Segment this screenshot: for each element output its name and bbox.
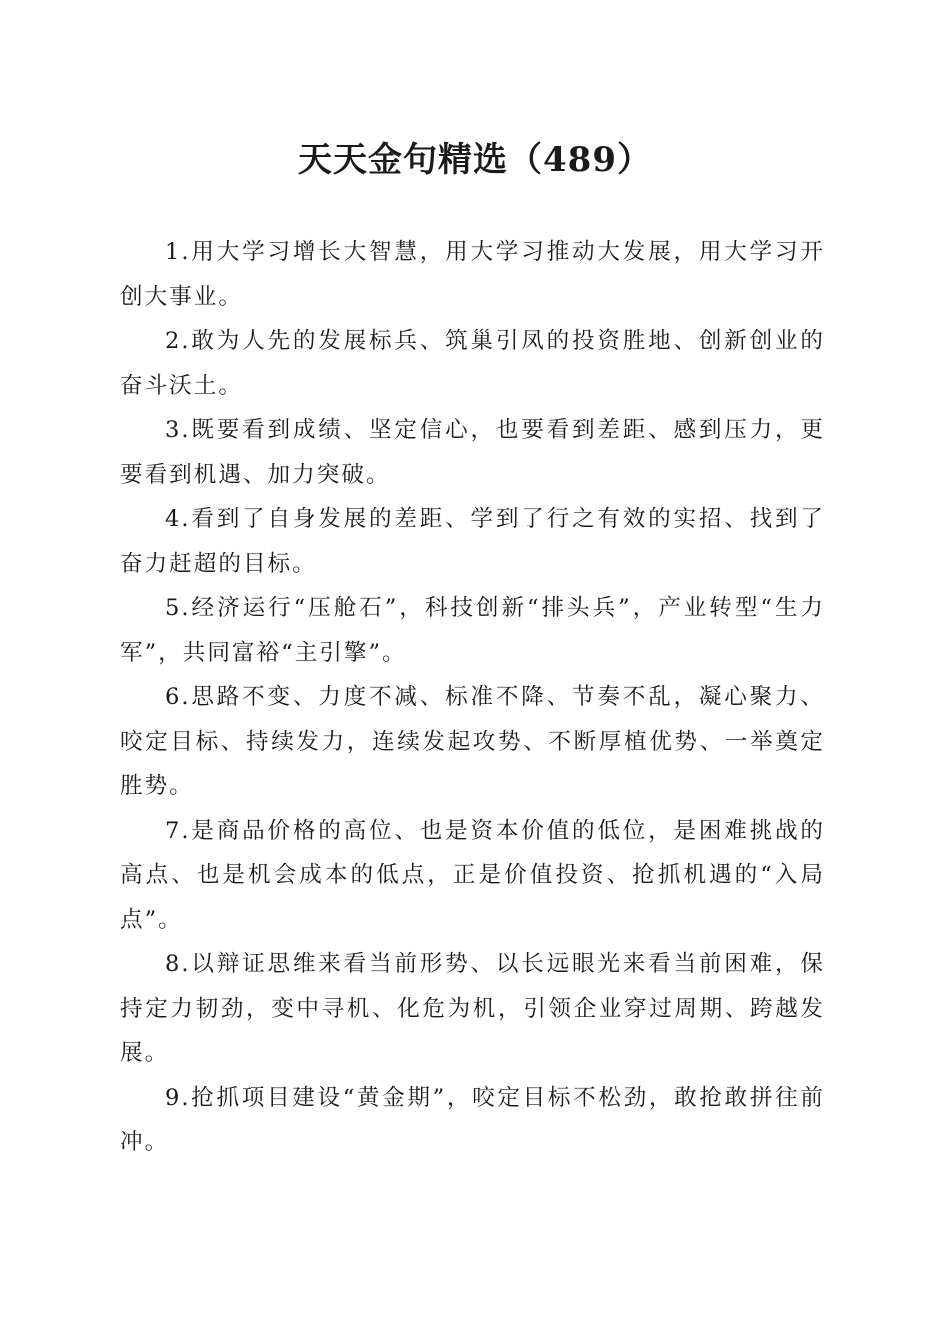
quote-paragraph-2: 2.敢为人先的发展标兵、筑巢引凤的投资胜地、创新创业的奋斗沃土。 xyxy=(120,328,825,399)
document-body xyxy=(120,230,825,1165)
quote-paragraph-6: 6.思路不变、力度不减、标准不降、节奏不乱，凝心聚力、咬定目标、持续发力，连续发起攻势、不断厚植优势、一举奠定胜势。 xyxy=(120,684,825,799)
quote-paragraph-5: 5.经济运行“压舱石”，科技创新“排头兵”，产业转型“生力军”，共同富裕“主引擎”。 xyxy=(120,595,825,666)
quote-paragraph-1: 1.用大学习增长大智慧，用大学习推动大发展，用大学习开创大事业。 xyxy=(120,239,825,310)
quote-paragraph-3: 3.既要看到成绩、坚定信心，也要看到差距、感到压力，更要看到机遇、加力突破。 xyxy=(120,417,825,488)
quote-paragraph-9: 9.抢抓项目建设“黄金期”，咬定目标不松劲，敢抢敢拼往前冲。 xyxy=(120,1084,825,1155)
quote-paragraph-7: 7.是商品价格的高位、也是资本价值的低位，是困难挑战的高点、也是机会成本的低点，正是价值投资、抢抓机遇的“入局点”。 xyxy=(120,817,825,933)
document-title: 天天金句精选（489） xyxy=(298,140,652,180)
quote-paragraph-4: 4.看到了自身发展的差距、学到了行之有效的实招、找到了奋力赶超的目标。 xyxy=(120,506,825,577)
quote-paragraph-8: 8.以辩证思维来看当前形势、以长远眼光来看当前困难，保持定力韧劲，变中寻机、化危为机，引领企业穿过周期、跨越发展。 xyxy=(120,951,825,1066)
